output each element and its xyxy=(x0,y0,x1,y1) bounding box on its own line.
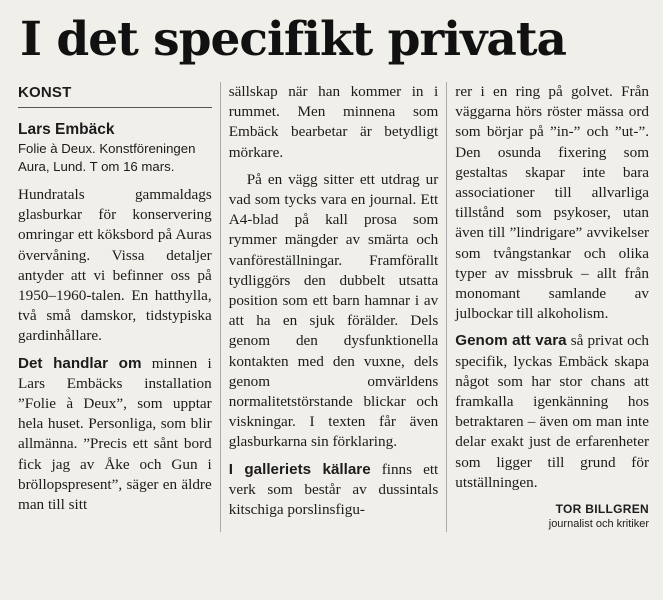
byline xyxy=(455,501,649,532)
paragraph: På en vägg sitter ett utdrag ur vad som tycks vara en journal. Ett A4-blad på kall prosa som rymmer mängder av smärta och vanföreställningar. Framförallt tydliggörs den dubbelt utsatta position som ett barn hamnar i av att ha en sjuk förälder. Dels genom den dysfunktionella kontakten med den vuxne, dels genom omvärldens normalitetstörstande blickar och viskningar. I texten får även glasburkarna sin förklaring. xyxy=(228,170,439,451)
paragraph-lead: Genom att vara xyxy=(455,332,567,350)
paragraph-lead: Det handlar om xyxy=(18,354,142,372)
headline: I det specifikt privata xyxy=(20,12,567,67)
paragraph: Hundratals gammaldags glasburkar för konservering omringar ett köksbord på Auras övervåning. Vissa detaljer antyder att vi befinner oss på 1950–1960-talen. En hatthylla, två små damskor, tidstypiska gardinhållare. xyxy=(18,186,212,345)
paragraph: sällskap när han kommer in i rummet. Men minnena som Embäck bearbetar är betydligt mörkare. xyxy=(228,83,439,161)
paragraph-text: finns ett verk som består av dussintals kitschiga porslinsfigu- xyxy=(228,460,439,519)
paragraph: rer i en ring på golvet. Från väggarna hörs röster mässa ord som börjar på ”in-” och ”ut-”. Den osunda fixering som gestaltas skapar inte bara associationer till allvarliga tillstånd som psykoser, utan även till ”lindrigare” avvikelser som tvångstankar och olika typer av missbruk – allt från monomant samlande av julbockar till alkoholism. xyxy=(455,83,650,323)
paragraph xyxy=(229,460,439,521)
column-3 xyxy=(447,82,653,532)
paragraph-lead: I galleriets källare xyxy=(228,460,371,478)
column-2 xyxy=(221,82,448,532)
paragraph xyxy=(455,331,649,493)
byline-role: journalist och kritiker xyxy=(548,518,650,531)
paragraph-text: så privat och specifik, lyckas Embäck skapa något som har stor chans att framkalla igenkänning hos betraktaren – även om man inte delar exakt just de erfarenheter som ligger till grund för utställningen. xyxy=(455,332,650,491)
paragraph xyxy=(18,354,212,516)
column-1 xyxy=(12,82,221,532)
section-label: KONST xyxy=(18,84,212,108)
paragraph-text: minnen i Lars Embäcks installation ”Folie à Deux”, som upptar hela huset. Personliga, som blir allmänna. ”Precis ett sånt bord fick jag av Åke och Gun i bröllopspresent”, säger en äldre man till sitt xyxy=(18,354,212,514)
artist-name: Lars Embäck xyxy=(18,121,115,138)
exhibition-info: Folie à Deux. Konstföreningen Aura, Lund. T om 16 mars. xyxy=(18,141,196,174)
article-body xyxy=(12,82,653,532)
byline-name: TOR BILLGREN xyxy=(555,502,650,517)
